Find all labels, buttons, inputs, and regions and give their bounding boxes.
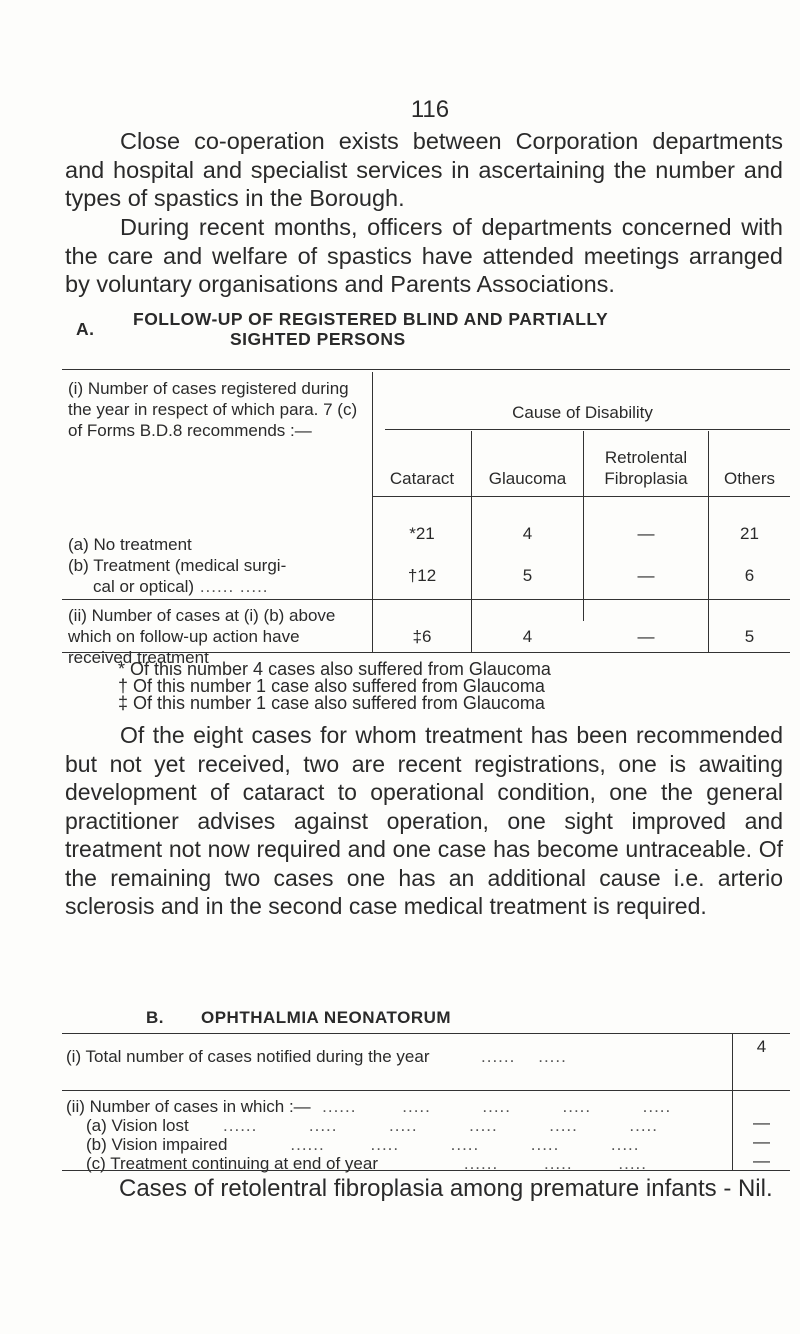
- row-b-others: 6: [744, 566, 755, 585]
- section-a-letter: A.: [76, 319, 95, 339]
- row-ii-label: (ii) Number of cases at (i) (b) above which on follow-up action have received treatment: [68, 606, 336, 667]
- col-header-retrolental: Retrolental Fibroplasia: [604, 448, 688, 488]
- table-bottom-rule: [62, 652, 790, 653]
- row-a-label: (a) No treatment: [68, 535, 192, 554]
- row-a-retrolental: —: [637, 524, 655, 543]
- row-ii-retrolental: —: [637, 627, 655, 646]
- footnote-asterisk: * Of this number 4 cases also suffered from Glaucoma: [118, 659, 551, 679]
- b-sub-c: (c) Treatment continuing at end of year ...... ..... .....: [86, 1154, 647, 1173]
- section-a-title-line2: SIGHTED PERSONS: [230, 329, 406, 349]
- b-sub-a-value: —: [753, 1113, 770, 1132]
- section-a-title-line1: FOLLOW-UP OF REGISTERED BLIND AND PARTIALLY: [133, 309, 609, 329]
- intro-paragraph-2: During recent months, officers of departments concerned with the care and welfare of spastics have attended meetings arranged by voluntary organisations and Parents Associations.: [65, 214, 783, 297]
- row-ii-glaucoma: 4: [522, 627, 533, 646]
- row-b-label-line2: cal or optical) ...... .....: [93, 577, 269, 596]
- row-ii-top-rule: [62, 599, 790, 600]
- page-number: 116: [410, 96, 450, 123]
- header-bottom-rule: [372, 496, 790, 497]
- label-column-divider: [372, 372, 373, 652]
- col-header-glaucoma: Glaucoma: [488, 469, 567, 488]
- row-b-retrolental: —: [637, 566, 655, 585]
- section-b-title: OPHTHALMIA NEONATORUM: [201, 1008, 452, 1027]
- section-a-paragraph: Of the eight cases for whom treatment has been recommended but not yet received, two are recent registrations, one is awaiting development of cataract to operational condition, one the general practitioner advises against operation, one sight improved and treatment not now required and one case has become untraceable. Of the remaining two cases one has an additional cause i.e. arterio sclerosis and in the second case medical treatment is required.: [65, 722, 783, 919]
- row-ii-others: 5: [744, 627, 755, 646]
- b-row-i-value: 4: [756, 1037, 767, 1056]
- row-b-cataract: †12: [407, 566, 437, 585]
- row-i-label: (i) Number of cases registered during the year in respect of which para. 7 (c) of Forms B.D.8 recommends :—: [68, 379, 358, 440]
- intro-paragraph-1: Close co-operation exists between Corporation departments and hospital and specialist services in ascertaining the number and types of spastics in the Borough.: [65, 128, 783, 211]
- cause-header-rule: [385, 429, 790, 430]
- b-sub-a: (a) Vision lost ...... ..... ..... ..... ..... .....: [86, 1116, 658, 1135]
- b-sub-c-value: —: [753, 1151, 770, 1170]
- row-ii-cataract: ‡6: [412, 627, 432, 646]
- b-table-bottom-rule: [62, 1170, 790, 1171]
- cause-of-disability-header: Cause of Disability: [512, 403, 653, 422]
- row-a-cataract: *21: [409, 524, 435, 543]
- b-sub-b-value: —: [753, 1132, 770, 1151]
- col-header-cataract: Cataract: [389, 469, 455, 488]
- table-top-rule: [62, 369, 790, 370]
- row-a-glaucoma: 4: [522, 524, 533, 543]
- footnote-dagger: † Of this number 1 case also suffered from Glaucoma: [118, 676, 545, 696]
- b-sub-b: (b) Vision impaired ...... ..... ..... ..... .....: [86, 1135, 640, 1154]
- row-b-label-line1: (b) Treatment (medical surgi-: [68, 556, 287, 575]
- row-b-glaucoma: 5: [522, 566, 533, 585]
- b-row-ii: (ii) Number of cases in which :— ...... ..... ..... ..... .....: [66, 1097, 672, 1116]
- section-b-letter: B.: [146, 1008, 164, 1027]
- col-header-others: Others: [723, 469, 776, 488]
- footnote-double-dagger: ‡ Of this number 1 case also suffered from Glaucoma: [118, 693, 545, 713]
- row-a-others: 21: [740, 524, 759, 543]
- b-table-top-rule: [62, 1033, 790, 1034]
- b-row-divider: [62, 1090, 790, 1091]
- b-row-i: (i) Total number of cases notified during the year ...... .....: [66, 1047, 567, 1066]
- closing-line: Cases of retolentral fibroplasia among premature infants - Nil.: [119, 1175, 773, 1202]
